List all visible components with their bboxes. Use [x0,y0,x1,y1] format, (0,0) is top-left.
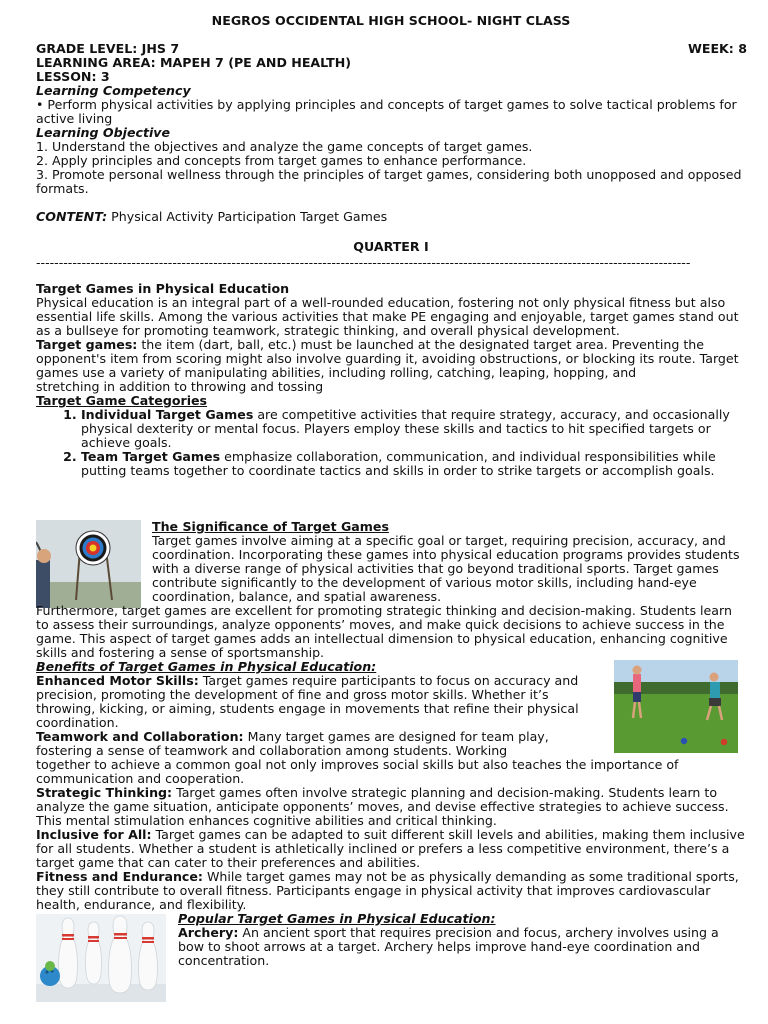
competency-text: • Perform physical activities by applying principles and concepts of target games to solve tactical problems for active living [36,97,737,126]
fitness-text: While target games may not be as physically demanding as some traditional sports, they still contribute to overall fitness. Participants engage in physical activity that improves cardiovascular health, endurance, and flexibility. [36,869,739,912]
objective-item: 1. Understand the objectives and analyze the game concepts of target games. [36,139,533,154]
categories-heading: Target Game Categories [36,393,208,408]
significance-text-2: Furthermore, target games are excellent for promoting strategic thinking and decision-making. Students learn to assess their surroundings, analyze opponents’ moves, and make quick decisions to achieve success in the game. This aspect of target games adds an intellectual dimension to physical education, enhancing cognitive skills and fostering a sense of sportsmanship. [36,603,732,660]
school-title: NEGROS OCCIDENTAL HIGH SCHOOL- NIGHT CLASS [211,13,571,28]
definition-label: Target games: [36,337,138,352]
teamwork-benefit [36,730,602,758]
grade-week-row [36,42,746,56]
competency-section [36,84,746,196]
archery-label: Archery: [178,925,239,940]
intro-paragraph: Physical education is an integral part of a well-rounded education, fostering not only physical fitness but also essential life skills. Among the various activities that make PE engaging and enjoyable, target games stand out as a bullseye for promoting teamwork, strategic thinking, and overall physical development. [36,295,739,338]
category-label: Individual Target Games [81,407,254,422]
teamwork-label: Teamwork and Collaboration: [36,729,244,744]
inclusive-benefit [36,828,746,870]
content-line [36,210,746,224]
inclusive-text: Target games can be adapted to suit different skill levels and abilities, making them inclusive for all students. Whether a student is athletically inclined or prefers a less competitive environment, there’s a target game that can cater to their preferences and abilities. [36,827,745,870]
quarter-title: QUARTER I [353,239,429,254]
grade-level: GRADE LEVEL: JHS 7 [36,41,180,56]
motor-text: Target games require participants to focus on accuracy and precision, promoting the development of fine and gross motor skills. Whether it’s throwing, kicking, or aiming, students engage in movements that refine their physical coordination. [36,673,579,730]
intro-heading: Target Games in Physical Education [36,281,290,296]
target-games-definition [36,338,746,380]
categories-list [36,408,746,478]
archery-text: An ancient sport that requires precision and focus, archery involves using a bow to shoot arrows at a target. Archery helps improve hand-eye coordination and concentration. [178,925,719,968]
motor-label: Enhanced Motor Skills: [36,673,199,688]
category-text: emphasize collaboration, communication, and individual responsibilities while putting teams together to coordinate tactics and skills in order to strike targets or accomplish goals. [81,449,716,478]
fitness-benefit [36,870,746,912]
category-label: Team Target Games [81,449,221,464]
header-info [36,42,746,84]
learning-area: LEARNING AREA: MAPEH 7 (PE AND HEALTH) [36,55,352,70]
content-label: CONTENT: [36,209,108,224]
category-item [81,450,746,478]
teamwork-text-continued: together to achieve a common goal not only improves social skills but also teaches the importance of communication and cooperation. [36,757,679,786]
category-item [81,408,746,450]
week: WEEK: 8 [687,41,747,56]
archery-entry [178,926,746,968]
category-text: are competitive activities that require strategy, accuracy, and occasionally physical dexterity or mental focus. Players employ these skills and tactics to hit specified targets or achieve goals. [81,407,730,450]
field-game-image [614,660,738,753]
objective-heading: Learning Objective [36,125,171,140]
teamwork-text: Many target games are designed for team play, fostering a sense of teamwork and collaboration among students. Working [36,729,549,758]
strategic-label: Strategic Thinking: [36,785,173,800]
significance-section [152,520,746,604]
definition-text: the item (dart, ball, etc.) must be launched at the designated target area. Preventing the opponent's item from scoring might also involve guarding it, avoiding obstructions, or blocking its route. Target games use a variety of manipulating abilities, including rolling, catching, leaping, hopping, and [36,337,739,380]
strategic-benefit [36,786,746,828]
inclusive-label: Inclusive for All: [36,827,152,842]
popular-heading: Popular Target Games in Physical Education: [178,911,496,926]
significance-text: Target games involve aiming at a specific goal or target, requiring precision, accuracy, and coordination. Incorporating these games into physical education programs provides students with a diverse range of physical activities that go beyond traditional sports. Target games contribute significantly to the development of various motor skills, including hand-eye coordination, balance, and spatial awareness. [152,533,740,604]
strategic-text: Target games often involve strategic planning and decision-making. Students learn to analyze the game situation, anticipate opponents’ moves, and devise effective strategies to achieve success. This mental stimulation enhances cognitive abilities and critical thinking. [36,785,729,828]
content-text: Physical Activity Participation Target Games [107,209,388,224]
motor-skills-benefit [36,674,602,730]
divider-line: ------------------------------------------------------------------------------------------------------------------------------------------------ [36,256,691,270]
objective-item: 2. Apply principles and concepts from target games to enhance performance. [36,153,527,168]
competency-heading: Learning Competency [36,83,191,98]
benefits-heading: Benefits of Target Games in Physical Education: [36,659,377,674]
benefits-continued [36,758,746,912]
fitness-label: Fitness and Endurance: [36,869,203,884]
significance-heading: The Significance of Target Games [152,519,389,534]
popular-section [178,912,746,968]
bowling-pins-image [36,914,166,1002]
motor-skills-block [36,674,602,758]
objective-item: 3. Promote personal wellness through the principles of target games, considering both unopposed and opposed formats. [36,167,742,196]
definition-tail: stretching in addition to throwing and tossing [36,379,324,394]
intro-section [36,282,746,478]
archery-image [36,520,141,608]
lesson: LESSON: 3 [36,69,110,84]
